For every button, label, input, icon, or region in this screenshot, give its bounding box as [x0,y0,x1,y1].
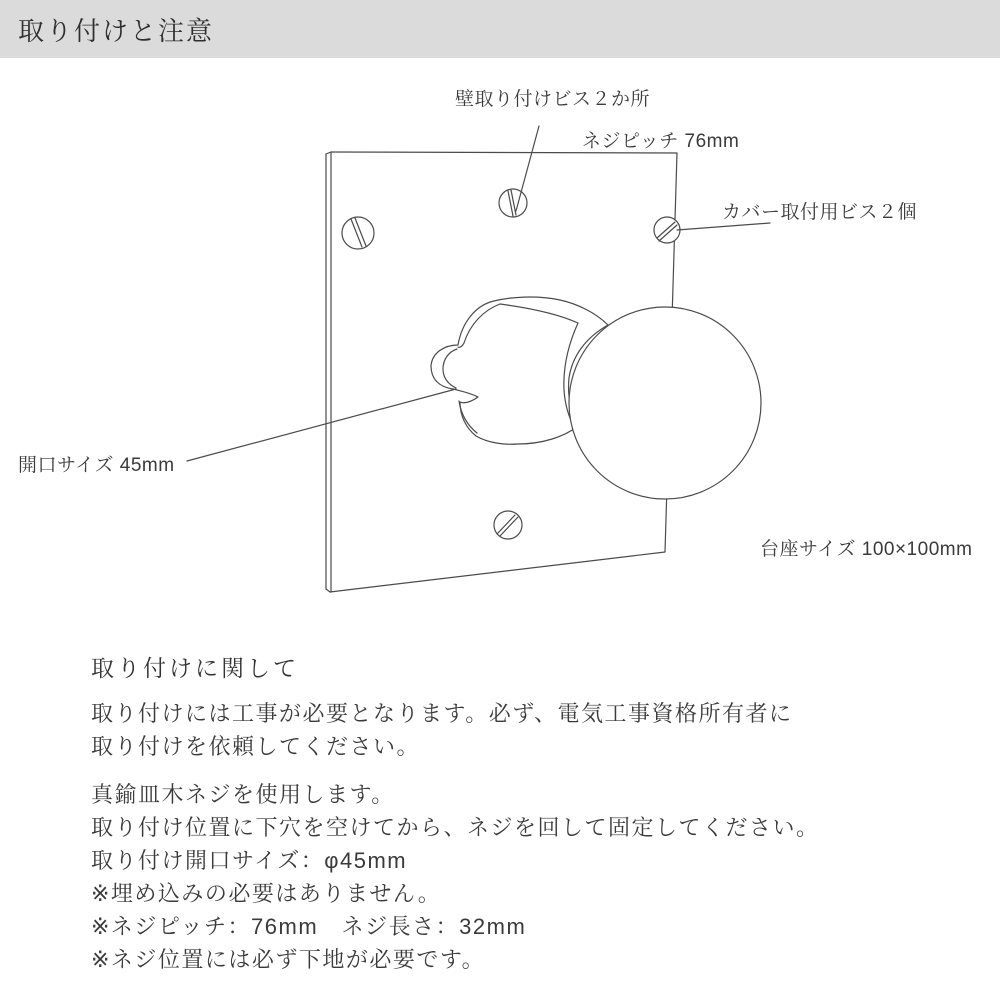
leader-opening-size [187,389,456,461]
screw-top-center [499,189,527,217]
notes-line: 取り付け位置に下穴を空けてから、ネジを回して固定してください。 [91,815,820,840]
page-title: 取り付けと注意 [18,15,215,46]
notes-line: ※埋め込みの必要はありません。 [91,881,442,906]
leader-cover-screws [677,223,770,230]
notes-paragraph-1 [91,697,851,763]
notes-line: 取り付けには工事が必要となります。必ず、電気工事資格所有者に [91,701,793,726]
notes-line: ※ネジ位置には必ず下地が必要です。 [91,947,486,972]
label-base-size: 台座サイズ 100×100mm [760,539,973,560]
screw-bottom-center [494,511,522,539]
notes-paragraph-2 [91,778,851,976]
notes-line: 真鍮皿木ネジを使用します。 [91,782,395,807]
knob-sphere [569,307,761,499]
screw-top-left [342,217,374,249]
notes-line: 取り付け開口サイズ：φ45mm [91,848,408,873]
label-screw-pitch: ネジピッチ 76mm [582,131,740,152]
notes-heading: 取り付けに関して [91,655,299,681]
installation-notes [91,650,851,991]
screw-top-right [654,217,680,243]
label-opening-size: 開口サイズ 45mm [18,455,175,476]
label-wall-screws: 壁取り付けビス２か所 [455,89,651,110]
label-cover-screws: カバー取付用ビス２個 [722,202,918,223]
notes-line: ※ネジピッチ：76mm ネジ長さ：32mm [91,914,527,939]
leader-wall-screws [516,126,539,211]
notes-line: 取り付けを依頼してください。 [91,734,421,759]
